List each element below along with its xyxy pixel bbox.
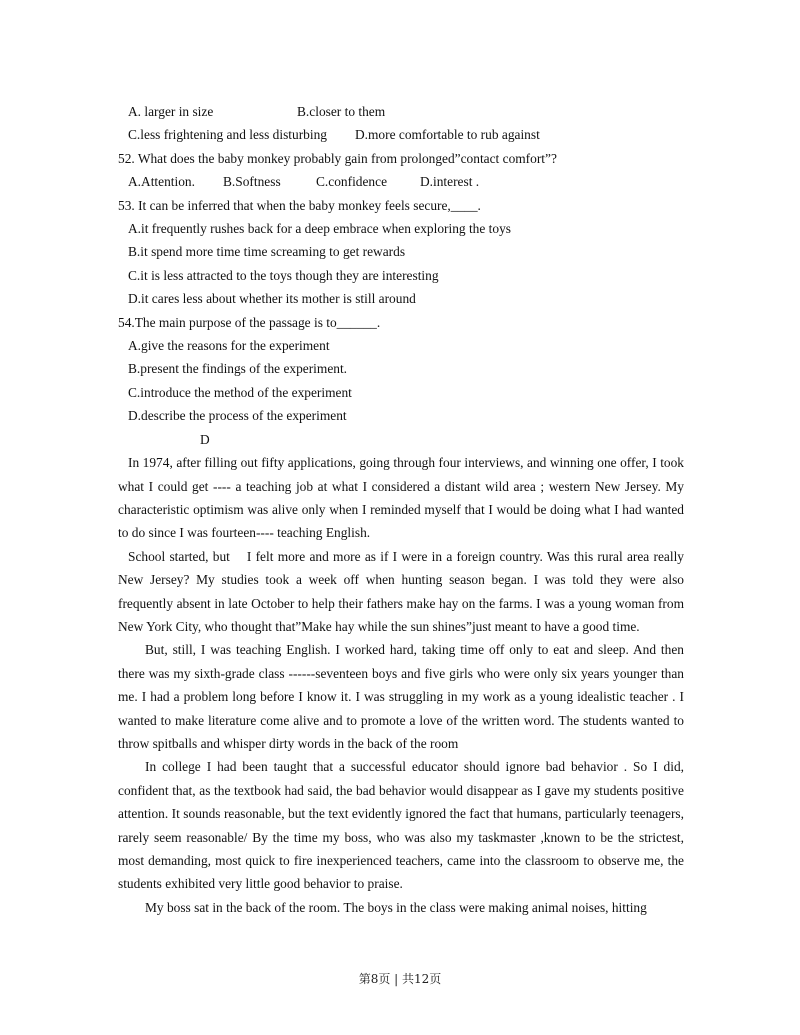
q52-options xyxy=(118,170,684,193)
q53-option-b: B.it spend more time time screaming to get rewards xyxy=(128,244,406,260)
q52-stem: 52. What does the baby monkey probably gain from prolonged”contact comfort”? xyxy=(118,150,557,166)
q54-stem: 54.The main purpose of the passage is to______. xyxy=(118,314,381,330)
q54-option-d: D.describe the process of the experiment xyxy=(128,408,347,424)
q54-option-a: A.give the reasons for the experiment xyxy=(128,338,330,354)
page-footer: 第8页 | 共12页 xyxy=(358,972,442,986)
passage-paragraph-4: In college I had been taught that a successful educator should ignore bad behavior . So I did, confident that, as the textbook had said, the bad behavior would disappear as I gave my students positive attention. It sounds reasonable, but the text evidently ignored the fact that humans, particularly teenagers, rarely seem reasonable/ By the time my boss, who was also my taskmaster ,known to be the strictest, most demanding, most quick to fire inexperienced teachers, came into the classroom to observe me, the students exhibited very little good behavior to praise. xyxy=(118,759,684,892)
passage-paragraph-2: School started, but I felt more and more as if I were in a foreign country. Was this rural area really New Jersey? My studies took a week off when hunting season began. I was told they were also frequently absent in late October to help their fathers make hay on the farms. I was a young woman from New York City, who thought that”Make hay while the sun shines”just meant to have a good time. xyxy=(118,548,688,634)
q51-options-row2 xyxy=(118,123,684,146)
q54-option-c: C.introduce the method of the experiment xyxy=(128,384,352,400)
passage-paragraph-3: But, still, I was teaching English. I worked hard, taking time off only to eat and sleep. And then there was my sixth-grade class ------seventeen boys and five girls who were only six years younger than me. I had a problem long before I know it. I was struggling in my work as a young idealistic teacher . I wanted to make literature come alive and to promote a love of the written word. The students wanted to throw spitballs and whisper dirty words in the back of the room xyxy=(118,642,684,751)
q52-option-c: C.confidence xyxy=(316,174,388,190)
q51-option-c: C.less frightening and less disturbing xyxy=(128,127,327,143)
q54-option-b: B.present the findings of the experiment. xyxy=(128,361,348,377)
passage-paragraph-5: My boss sat in the back of the room. The boys in the class were making animal noises, hitting xyxy=(145,899,647,915)
q53-stem: 53. It can be inferred that when the baby monkey feels secure,____. xyxy=(118,197,481,213)
q53-option-d: D.it cares less about whether its mother is still around xyxy=(128,291,416,307)
q51-options-row1 xyxy=(118,100,684,123)
passage-paragraph-1: In 1974, after filling out fifty applications, going through four interviews, and winning one offer, I took what I could get ---- a teaching job at what I considered a distant wild area ; western New Jersey. My characteristic optimism was alive only when I reminded myself that I would be doing what I had wanted to do since I was fourteen---- teaching English. xyxy=(118,455,684,541)
q52-option-d: D.interest . xyxy=(420,174,480,190)
q53-option-a: A.it frequently rushes back for a deep embrace when exploring the toys xyxy=(128,221,511,237)
q51-option-b: B.closer to them xyxy=(297,104,386,119)
q52-option-b: B.Softness xyxy=(223,174,281,190)
section-heading: D xyxy=(200,431,210,447)
page-content xyxy=(118,100,688,919)
q51-option-a: A. larger in size xyxy=(128,104,214,119)
q53-option-c: C.it is less attracted to the toys though they are interesting xyxy=(128,267,439,283)
q52-option-a: A.Attention. xyxy=(128,174,195,190)
q51-option-d: D.more comfortable to rub against xyxy=(355,127,540,143)
